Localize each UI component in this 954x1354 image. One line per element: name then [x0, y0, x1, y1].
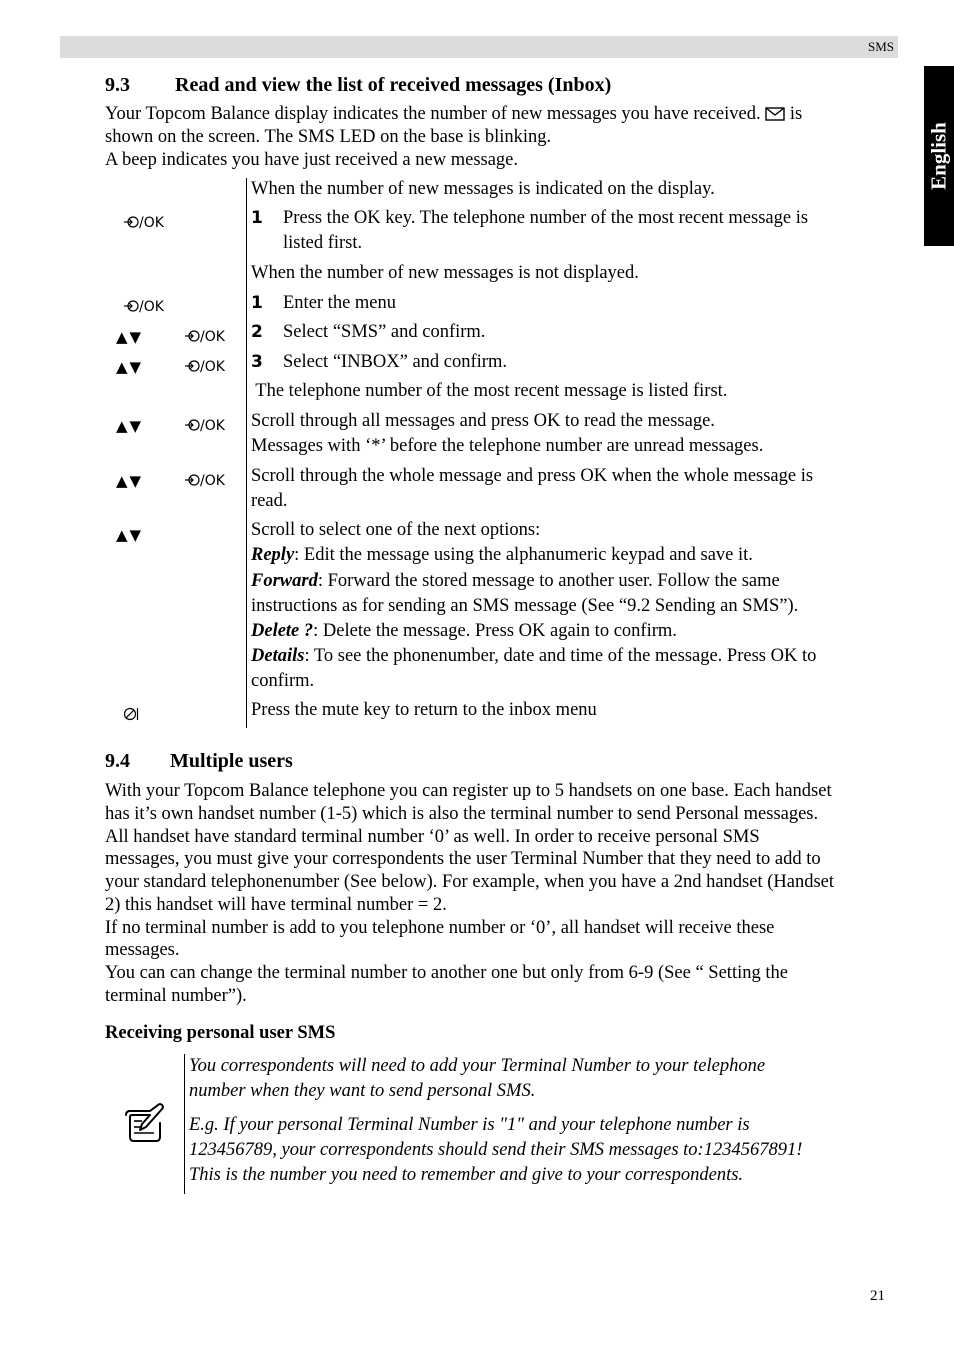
intro-line-3: A beep indicates you have just received a new message.: [105, 150, 519, 170]
option-details: [251, 644, 891, 669]
receiving-heading: Receiving personal user SMS: [105, 1023, 336, 1043]
step1-text: Enter the menu: [283, 293, 397, 313]
ok-label: /OK: [200, 359, 225, 375]
multi-users-line: 2) this handset will have terminal number = 2.: [105, 895, 447, 915]
case2-header: When the number of new messages is not displayed.: [251, 263, 639, 283]
option-forward: [251, 569, 891, 594]
option-delete-label: Delete ?: [251, 621, 314, 641]
scroll1-line2: Messages with ‘*’ before the telephone number are unread messages.: [251, 436, 764, 456]
step-number: 3: [251, 352, 263, 372]
up-down-arrows-icon: ▲▼: [116, 526, 144, 544]
case1-header: When the number of new messages is indicated on the display.: [251, 179, 715, 199]
intro-line-1: [105, 103, 900, 128]
ok-label: /OK: [200, 418, 225, 434]
ok-key-icon: [123, 298, 164, 316]
language-tab: [924, 66, 954, 246]
note2-line1: E.g. If your personal Terminal Number is "1" and your telephone number is: [189, 1115, 750, 1135]
ok-key-icon: [184, 358, 225, 376]
scroll2-line2: read.: [251, 491, 288, 511]
section-number: 9.3: [105, 74, 130, 96]
mute-key-icon: [123, 706, 139, 727]
option-delete-text: : Delete the message. Press OK again to confirm.: [313, 621, 677, 641]
up-down-arrows-icon: ▲▼: [116, 472, 144, 490]
up-down-arrows-icon: ▲▼: [116, 328, 144, 346]
header-bar: [60, 36, 898, 58]
option-details-line2: confirm.: [251, 671, 315, 691]
step2-text: Select “SMS” and confirm.: [283, 322, 486, 342]
scroll2-line1: Scroll through the whole message and press OK when the whole message is: [251, 466, 814, 486]
up-down-arrows-icon: ▲▼: [116, 417, 144, 435]
listed-first-text: The telephone number of the most recent message is listed first.: [251, 381, 728, 401]
option-reply-label: Reply: [251, 545, 295, 565]
mute-text: Press the mute key to return to the inbox menu: [251, 700, 597, 720]
option-forward-text: : Forward the stored message to another user. Follow the same: [317, 571, 780, 591]
intro-line-2: shown on the screen. The SMS LED on the base is blinking.: [105, 127, 552, 147]
case1-step1-line1: Press the OK key. The telephone number of the most recent message is: [283, 208, 809, 228]
note-divider: [184, 1054, 185, 1194]
page-number: 21: [870, 1288, 885, 1304]
note1-line1: You correspondents will need to add your Terminal Number to your telephone: [189, 1056, 766, 1076]
ok-key-icon: [184, 417, 225, 435]
multi-users-line: With your Topcom Balance telephone you can register up to 5 handsets on one base. Each handset: [105, 781, 832, 801]
option-details-text: : To see the phonenumber, date and time of the message. Press OK to: [304, 646, 817, 666]
case1-step1-line2: listed first.: [283, 233, 363, 253]
up-down-arrows-icon: ▲▼: [116, 358, 144, 376]
options-header: Scroll to select one of the next options:: [251, 520, 541, 540]
multi-users-line: messages, you must give your correspondents the user Terminal Number that they need to add to: [105, 849, 821, 869]
section-9-4-heading: [105, 750, 293, 773]
language-tab-label: English: [926, 122, 951, 190]
ok-key-icon: [184, 328, 225, 346]
intro-text: Your Topcom Balance display indicates the number of new messages you have received.: [105, 104, 761, 124]
option-reply: [251, 543, 891, 568]
note2-line3: This is the number you need to remember and give to your correspondents.: [189, 1165, 744, 1185]
section-9-3-heading: [105, 74, 611, 97]
step-number: 1: [251, 208, 263, 228]
ok-label: /OK: [200, 329, 225, 345]
intro-text-is: is: [789, 104, 803, 124]
steps-divider: [246, 178, 247, 728]
header-label: SMS: [867, 39, 894, 54]
multi-users-line: your standard telephonenumber (See below). For example, when you have a 2nd handset (Handset: [105, 872, 834, 892]
ok-label: /OK: [139, 215, 164, 231]
note-pencil-icon: [120, 1097, 170, 1152]
section-title: Multiple users: [170, 750, 293, 772]
note1-line2: number when they want to send personal SMS.: [189, 1081, 536, 1101]
option-details-label: Details: [251, 646, 305, 666]
option-reply-text: : Edit the message using the alphanumeric keypad and save it.: [294, 545, 753, 565]
step3-text: Select “INBOX” and confirm.: [283, 352, 507, 372]
multi-users-line: has it’s own handset number (1-5) which is also the terminal number to send Personal messages.: [105, 804, 819, 824]
option-delete: [251, 619, 891, 644]
step-number: 1: [251, 293, 263, 313]
multi-users-line: All handset have standard terminal number ‘0’ as well. In order to receive personal SMS: [105, 827, 760, 847]
multi-users-line: terminal number”).: [105, 986, 247, 1006]
step-number: 2: [251, 322, 263, 342]
multi-users-line: If no terminal number is add to you telephone number or ‘0’, all handset will receive these: [105, 918, 775, 938]
multi-users-line: messages.: [105, 940, 180, 960]
option-forward-line2: instructions as for sending an SMS message (See “9.2 Sending an SMS”).: [251, 596, 799, 616]
note2-line2: 123456789, your correspondents should send their SMS messages to:1234567891!: [189, 1140, 803, 1160]
option-forward-label: Forward: [251, 571, 318, 591]
scroll1-line1: Scroll through all messages and press OK to read the message.: [251, 411, 715, 431]
ok-label: /OK: [200, 473, 225, 489]
multi-users-line: You can can change the terminal number to another one but only from 6-9 (See “ Setting the: [105, 963, 788, 983]
ok-key-icon: [123, 214, 164, 232]
ok-key-icon: [184, 472, 225, 490]
section-title: Read and view the list of received messages (Inbox): [175, 74, 612, 96]
section-number: 9.4: [105, 750, 130, 772]
ok-label: /OK: [139, 299, 164, 315]
envelope-icon: [765, 105, 785, 128]
